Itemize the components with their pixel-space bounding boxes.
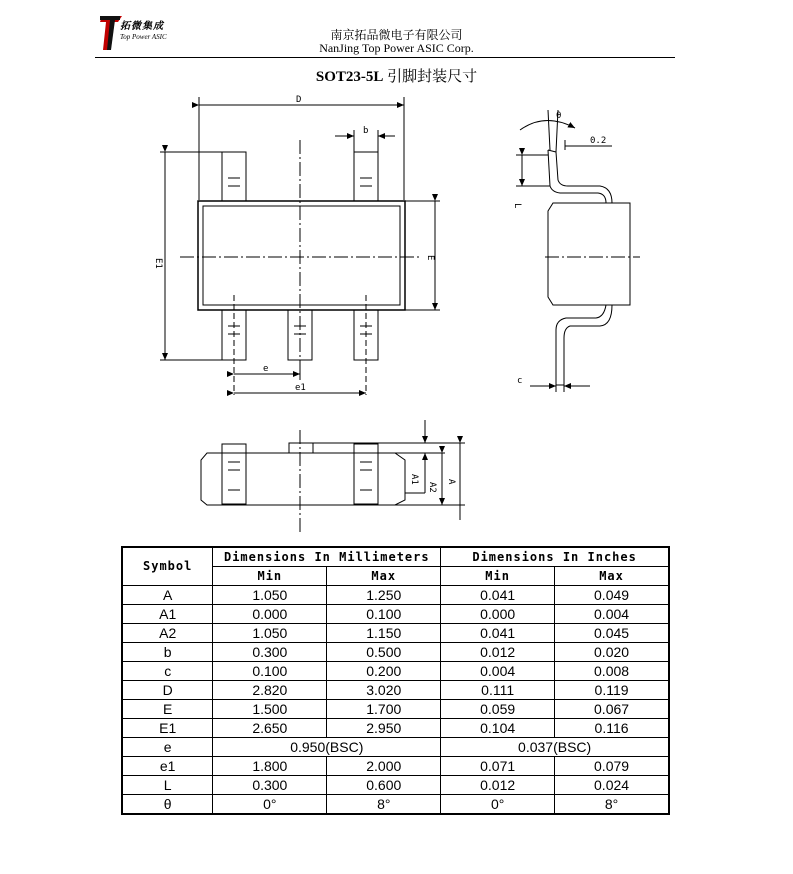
company-name-en: NanJing Top Power ASIC Corp.: [319, 41, 474, 55]
cell-in-max: 0.079: [555, 757, 669, 776]
cell-in-max: 0.049: [555, 586, 669, 605]
cell-in-max: 0.119: [555, 681, 669, 700]
dim-label-b: b: [363, 126, 369, 136]
cell-symbol: E: [122, 700, 213, 719]
dim-label-E1: E1: [153, 258, 163, 269]
dim-label-c: c: [517, 376, 523, 386]
cell-symbol: θ: [122, 795, 213, 815]
cell-in-max: 0.045: [555, 624, 669, 643]
cell-in-min: 0.071: [441, 757, 555, 776]
cell-symbol: e: [122, 738, 213, 757]
cell-symbol: b: [122, 643, 213, 662]
cell-mm-min: 1.800: [213, 757, 327, 776]
header-in-max: Max: [555, 567, 669, 586]
dim-label-A: A: [446, 479, 456, 485]
cell-mm-max: 1.700: [327, 700, 441, 719]
header-mm-min: Min: [213, 567, 327, 586]
cell-mm-bsc: 0.950(BSC): [213, 738, 441, 757]
header-inches: Dimensions In Inches: [441, 547, 669, 567]
cell-symbol: e1: [122, 757, 213, 776]
table-row: [122, 624, 669, 643]
table-row: [122, 776, 669, 795]
cell-in-max: 0.004: [555, 605, 669, 624]
cell-mm-max: 3.020: [327, 681, 441, 700]
table-row: [122, 719, 669, 738]
header-in-min: Min: [441, 567, 555, 586]
cell-mm-min: 0°: [213, 795, 327, 815]
cell-mm-max: 2.000: [327, 757, 441, 776]
cell-mm-max: 1.250: [327, 586, 441, 605]
dim-label-e1: e1: [295, 383, 306, 393]
cell-mm-max: 0.100: [327, 605, 441, 624]
cell-symbol: L: [122, 776, 213, 795]
cell-mm-min: 2.650: [213, 719, 327, 738]
cell-mm-max: 0.600: [327, 776, 441, 795]
cell-in-min: 0.004: [441, 662, 555, 681]
cell-mm-max: 2.950: [327, 719, 441, 738]
cell-mm-min: 0.000: [213, 605, 327, 624]
cell-in-min: 0.059: [441, 700, 555, 719]
cell-in-min: 0.012: [441, 776, 555, 795]
dim-label-e: e: [263, 364, 269, 374]
cell-in-max: 0.067: [555, 700, 669, 719]
cell-in-min: 0.000: [441, 605, 555, 624]
dim-label-D: D: [296, 95, 302, 105]
cell-mm-min: 0.100: [213, 662, 327, 681]
table-row: [122, 643, 669, 662]
cell-in-max: 0.116: [555, 719, 669, 738]
cell-in-max: 8°: [555, 795, 669, 815]
table-row: [122, 795, 669, 815]
cell-in-min: 0°: [441, 795, 555, 815]
cell-in-min: 0.041: [441, 624, 555, 643]
cell-symbol: A2: [122, 624, 213, 643]
cell-mm-min: 0.300: [213, 643, 327, 662]
table-row: [122, 738, 669, 757]
cell-mm-min: 1.050: [213, 624, 327, 643]
logo-chinese-text: 拓微集成: [120, 21, 164, 32]
dim-label-A1: A1: [409, 474, 419, 485]
cell-symbol: A: [122, 586, 213, 605]
dim-label-A2: A2: [427, 482, 437, 493]
table-row: [122, 700, 669, 719]
cell-in-min: 0.041: [441, 586, 555, 605]
cell-symbol: c: [122, 662, 213, 681]
cell-symbol: E1: [122, 719, 213, 738]
cell-in-bsc: 0.037(BSC): [441, 738, 669, 757]
header-millimeters: Dimensions In Millimeters: [213, 547, 441, 567]
dim-label-L: L: [512, 203, 522, 209]
cell-in-min: 0.111: [441, 681, 555, 700]
cell-mm-max: 8°: [327, 795, 441, 815]
header-mm-max: Max: [327, 567, 441, 586]
cell-in-min: 0.012: [441, 643, 555, 662]
logo-english-text: Top Power ASIC: [120, 33, 167, 41]
cell-mm-max: 1.150: [327, 624, 441, 643]
dim-label-E: E: [425, 255, 435, 261]
dimension-table: [121, 546, 670, 815]
table-row: [122, 605, 669, 624]
dim-label-lead: 0.2: [590, 136, 607, 146]
table-row: [122, 662, 669, 681]
table-row: [122, 757, 669, 776]
cell-mm-min: 1.500: [213, 700, 327, 719]
company-name-cn: 南京拓品微电子有限公司: [330, 28, 463, 42]
cell-in-min: 0.104: [441, 719, 555, 738]
cell-mm-min: 0.300: [213, 776, 327, 795]
cell-in-max: 0.008: [555, 662, 669, 681]
cell-in-max: 0.024: [555, 776, 669, 795]
cell-mm-min: 2.820: [213, 681, 327, 700]
dim-label-theta: θ: [556, 111, 562, 121]
cell-mm-max: 0.200: [327, 662, 441, 681]
cell-in-max: 0.020: [555, 643, 669, 662]
page-title: SOT23-5L 引脚封装尺寸: [315, 69, 478, 85]
cell-mm-max: 0.500: [327, 643, 441, 662]
table-row: [122, 681, 669, 700]
cell-symbol: A1: [122, 605, 213, 624]
cell-mm-min: 1.050: [213, 586, 327, 605]
header-symbol: Symbol: [122, 547, 213, 586]
cell-symbol: D: [122, 681, 213, 700]
table-row: [122, 586, 669, 605]
